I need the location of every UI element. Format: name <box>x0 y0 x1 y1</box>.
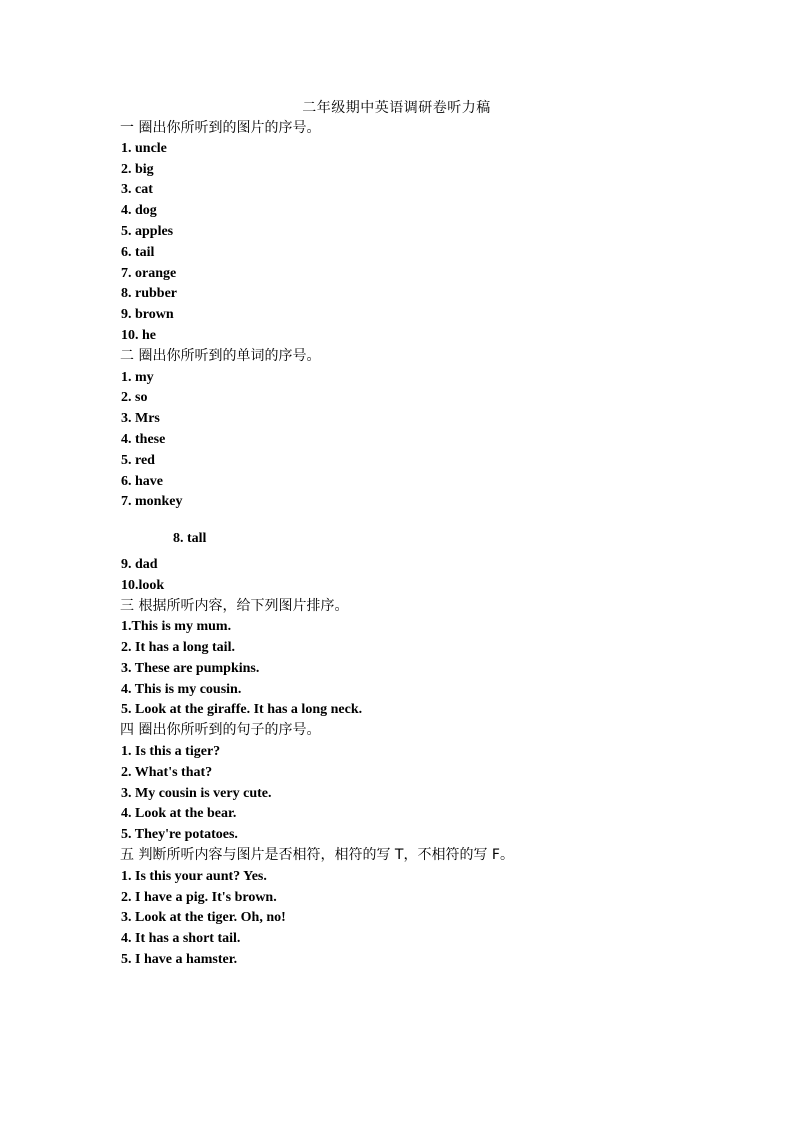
section-1-item: 6. tail <box>121 245 155 260</box>
section-2-item: 10.look <box>121 578 165 593</box>
section-4-item: 3. My cousin is very cute. <box>121 786 272 801</box>
section-1-heading: 一 圈出你所听到的图片的序号。 <box>120 120 321 136</box>
section-2-heading: 二 圈出你所听到的单词的序号。 <box>120 348 321 364</box>
section-4-item: 2. What's that? <box>121 765 213 780</box>
section-2-item: 6. have <box>121 474 163 489</box>
section-1-item: 7. orange <box>121 266 177 281</box>
section-5-item: 2. I have a pig. It's brown. <box>121 890 277 905</box>
section-1-item: 9. brown <box>121 307 174 322</box>
section-5-item: 5. I have a hamster. <box>121 952 238 967</box>
section-2-item: 3. Mrs <box>121 411 160 426</box>
section-2-item: 9. dad <box>121 557 158 572</box>
section-2-item: 2. so <box>121 390 148 405</box>
section-2-item: 8. tall <box>173 531 207 546</box>
section-5-item: 1. Is this your aunt? Yes. <box>121 869 267 884</box>
section-1-item: 3. cat <box>121 182 153 197</box>
section-2-item: 5. red <box>121 453 155 468</box>
section-3-item: 3. These are pumpkins. <box>121 661 260 676</box>
section-4-item: 1. Is this a tiger? <box>121 744 221 759</box>
section-1-item: 2. big <box>121 162 154 177</box>
section-2-item: 4. these <box>121 432 166 447</box>
section-4-item: 5. They're potatoes. <box>121 827 238 842</box>
section-1-item: 8. rubber <box>121 286 177 301</box>
section-3-heading: 三 根据所听内容，给下列图片排序。 <box>120 598 349 614</box>
section-5-item: 4. It has a short tail. <box>121 931 241 946</box>
section-3-item: 4. This is my cousin. <box>121 682 242 697</box>
section-5-heading: 五 判断所听内容与图片是否相符，相符的写 T，不相符的写 F。 <box>120 847 514 863</box>
section-1-item: 1. uncle <box>121 141 167 156</box>
document-title: 二年级期中英语调研卷听力稿 <box>302 100 491 116</box>
section-4-heading: 四 圈出你所听到的句子的序号。 <box>120 722 321 738</box>
section-1-item: 4. dog <box>121 203 157 218</box>
section-3-item: 2. It has a long tail. <box>121 640 235 655</box>
section-2-item: 7. monkey <box>121 494 183 509</box>
section-1-item: 5. apples <box>121 224 174 239</box>
section-1-item: 10. he <box>121 328 156 343</box>
section-4-item: 4. Look at the bear. <box>121 806 237 821</box>
section-2-item: 1. my <box>121 370 154 385</box>
section-3-item: 1.This is my mum. <box>121 619 232 634</box>
section-3-item: 5. Look at the giraffe. It has a long neck. <box>121 702 363 717</box>
section-5-item: 3. Look at the tiger. Oh, no! <box>121 910 286 925</box>
